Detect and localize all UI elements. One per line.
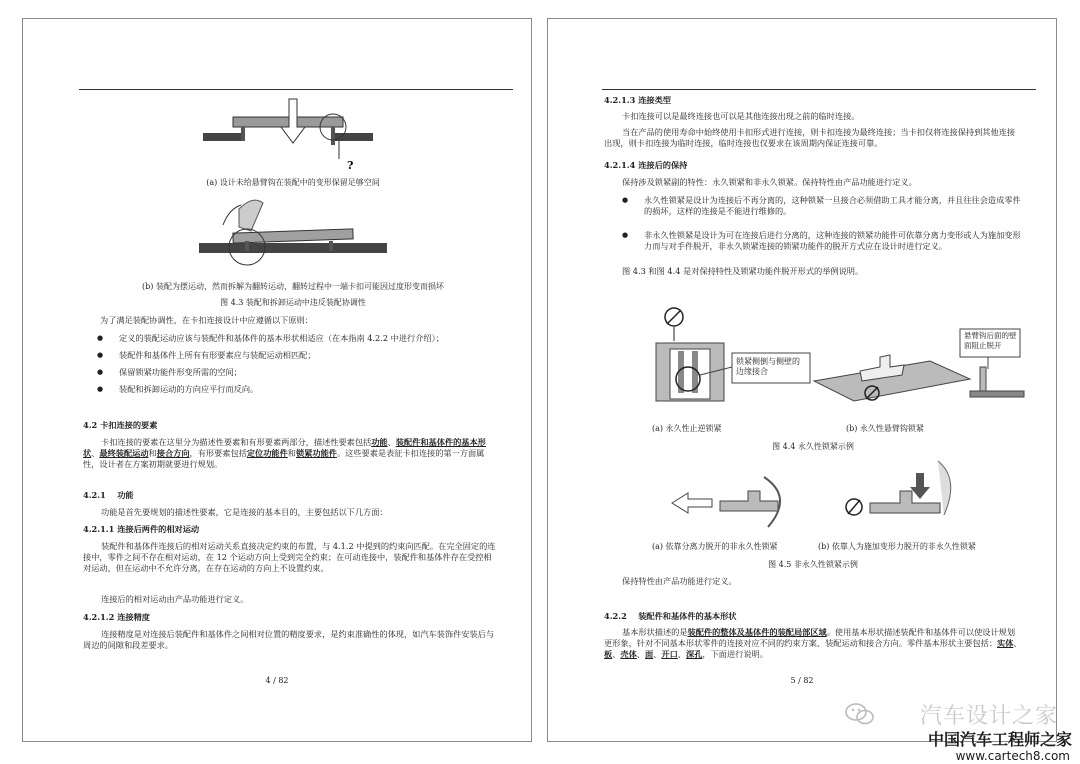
figure-4-5b (840, 459, 960, 529)
wechat-icon (845, 702, 875, 726)
figure-4-3b (193, 191, 393, 271)
section-4-2-1-1-paragraph: 装配件和基体件连接后的相对运动关系直接决定约束的布置，与 4.1.2 中提到的约束向匹配。在完全固定的连接中，零件之间不存在相对运动，在 12 个运动方向上受到完全约束；在可动连接中，装配件和基体件存在受控相对运动，但在运动中不允许分离，在存在运动的方向上不设置约束。 (83, 541, 496, 573)
header-rule (79, 89, 513, 90)
section-4-2-1-3-paragraph-1: 卡扣连接可以是最终连接也可以是其他连接出现之前的临时连接。 (622, 111, 860, 121)
figure-4-4-title: 图 4.4 永久性锁紧示例 (772, 442, 854, 451)
section-4-2-1-4-heading: 4.2.1.4 连接后的保持 (604, 160, 688, 170)
list-item: ● 装配和拆卸运动的方向应平行而反向。 (119, 384, 258, 395)
figure-4-5a (668, 471, 798, 531)
intro-paragraph: 为了满足装配协调性，在卡扣连接设计中应遵循以下原则： (100, 315, 313, 325)
section-4-2-1-2-paragraph: 连接精度是对连接后装配件和基体件之间相对位置的精度要求，是约束准确性的体现，如汽车装饰件安装后与周边的间隙和段差要求。 (83, 629, 495, 650)
figure-4-5-note: 保持特性由产品功能进行定义。 (622, 576, 737, 586)
list-item: ● 装配件和基体件上所有有形要素应与装配运动相匹配； (119, 350, 316, 361)
list-item: ● 永久性锁紧是设计为连接后不再分离的，这种锁紧一旦接合必须借助工具才能分离，并且往往会造成零件的损坏，这样的连接是不能进行维修的。 (644, 195, 1022, 217)
section-4-2-1-heading: 4.2.1 功能 (83, 490, 134, 500)
watermark-site-name: 中国汽车工程师之家 (927, 730, 1072, 749)
list-item: ● 保留锁紧功能件形变所需的空间； (119, 367, 242, 378)
section-4-2-1-4-paragraph: 保持涉及锁紧副的特性：永久锁紧和非永久锁紧。保持特性由产品功能进行定义。 (622, 177, 917, 187)
page-number: 4 / 82 (265, 676, 289, 685)
figure-4-4a-caption: (a) 永久性止逆锁紧 (652, 424, 722, 433)
figure-4-4-label-1: 锁紧侧倒与侧壁的边缘接合 (736, 357, 800, 376)
section-4-2-1-2-heading: 4.2.1.2 连接精度 (83, 612, 150, 622)
section-4-2-1-1-note: 连接后的相对运动由产品功能进行定义。 (101, 594, 249, 604)
watermark-brand: 汽车设计之家 (919, 704, 1058, 729)
section-4-2-1-3-paragraph-2: 当在产品的使用寿命中始终使用卡扣形式进行连接，则卡扣连接为最终连接；当卡扣仅将连接保持到其他连接出现，则卡扣连接为临时连接，临时连接也仅要求在该周期内保证连接可靠。 (604, 127, 1016, 148)
figure-4-5b-caption: (b) 依靠人为施加变形力脱开的非永久性锁紧 (818, 542, 976, 551)
figure-reference-paragraph: 图 4.3 和图 4.4 是对保持特性及锁紧功能件脱开形式的举例说明。 (622, 266, 864, 276)
watermark-url: www.cartech8.com (955, 749, 1070, 763)
section-4-2-1-1-heading: 4.2.1.1 连接后两件的相对运动 (83, 524, 200, 534)
question-mark-label: ? (347, 159, 354, 172)
list-item: ● 非永久性锁紧是设计为可在连接后进行分离的，这种连接的锁紧功能件可依靠分离力变形或人为施加变形力而与对手件脱开，非永久锁紧连接的锁紧功能件的脱开方式应在设计时进行定义。 (644, 230, 1022, 252)
figure-4-4-label-2: 悬臂钩后面的壁面阻止脱开 (964, 331, 1017, 350)
figure-4-5a-caption: (a) 依靠分离力脱开的非永久性锁紧 (652, 542, 778, 551)
figure-4-4b-caption: (b) 永久性悬臂钩锁紧 (846, 424, 924, 433)
section-4-2-1-paragraph: 功能是首先要规划的描述性要素，它是连接的基本目的，主要包括以下几方面： (101, 507, 388, 517)
document-page-right (547, 18, 1057, 742)
header-rule (602, 89, 1036, 90)
figure-4-4a (650, 305, 830, 405)
section-4-2-2-paragraph: 基本形状描述的是装配件的整体及基体件的装配局部区域。使用基本形状描述装配件和基体件可以使设计规划更形象，针对不同基本形状零件的连接对应不同的约束方案、装配运动和接合方向。零件基本形状主要包括：实体、板、壳体、面、开口、深孔，下面进行说明。 (604, 627, 1022, 659)
figure-4-3a-caption: (a) 设计未给悬臂钩在装配中的变形保留足够空间 (206, 178, 380, 187)
section-4-2-1-3-heading: 4.2.1.3 连接类型 (604, 95, 671, 105)
figure-4-5-title: 图 4.5 非永久性锁紧示例 (768, 560, 858, 569)
figure-4-3-title: 图 4.3 装配和拆卸运动中违反装配协调性 (220, 298, 366, 307)
section-4-2-2-heading: 4.2.2 装配件和基体件的基本形状 (604, 611, 737, 621)
figure-4-3a (193, 97, 393, 177)
list-item: ● 定义的装配运动应该与装配件和基体件的基本形状相适应（在本指南 4.2.2 中进行介绍）； (119, 333, 444, 344)
section-4-2-paragraph: 卡扣连接的要素在这里分为描述性要素和有形要素两部分，描述性要素包括功能、装配件和基体件的基本形状、最终装配运动和接合方向，有形要素包括定位功能件和锁紧功能件。这些要素是表征卡扣连接的第一方面属性，设计者在方案初期就要进行规划。 (83, 437, 486, 469)
document-page-left (22, 18, 532, 742)
figure-4-3b-caption: (b) 装配为摆运动，然而拆解为翻转运动，翻转过程中一端卡扣可能因过度形变而损坏 (142, 282, 444, 291)
page-number: 5 / 82 (790, 676, 814, 685)
section-4-2-heading: 4.2 卡扣连接的要素 (83, 420, 158, 430)
